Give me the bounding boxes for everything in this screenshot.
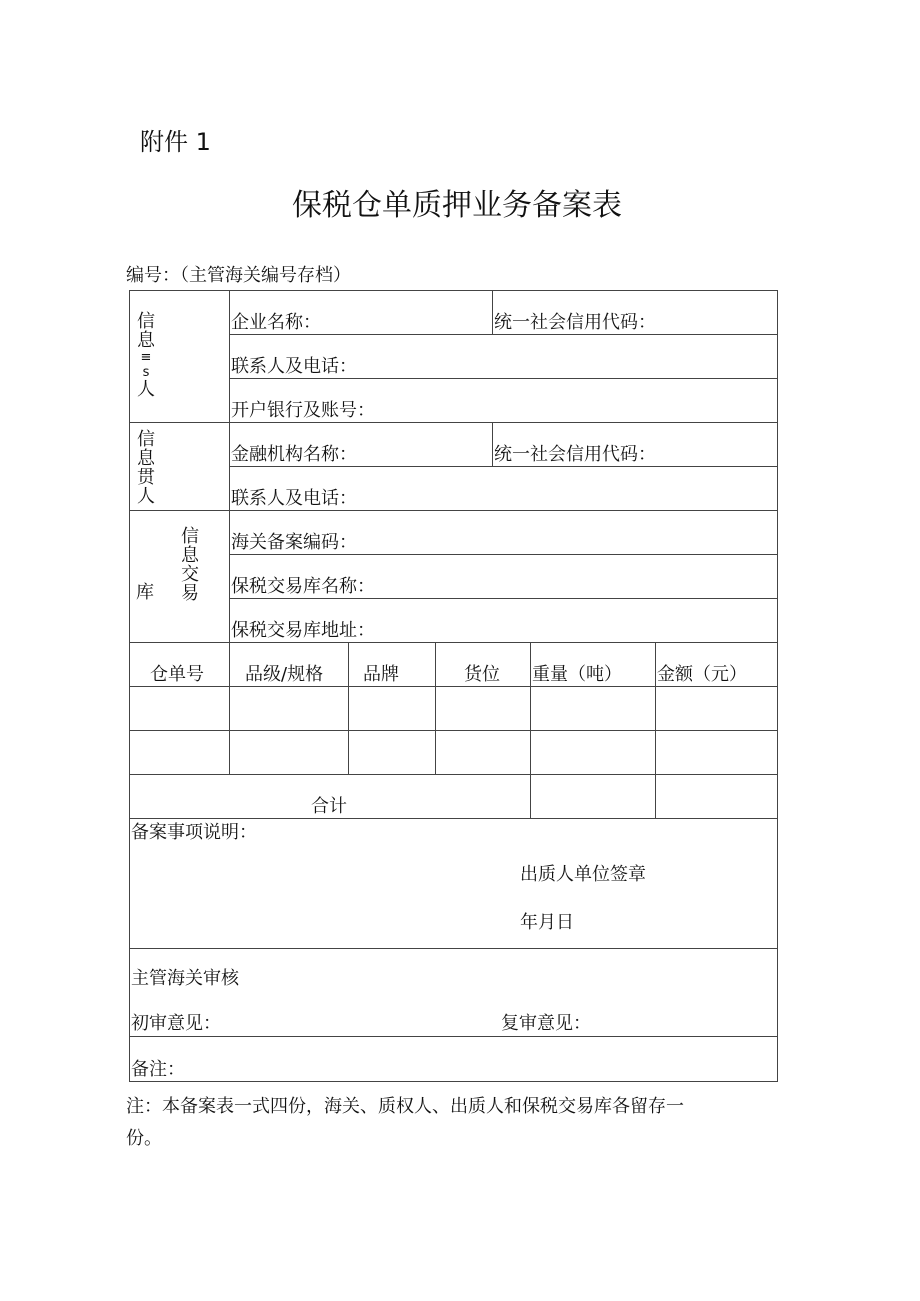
section1-side-label: 信 息 ≡ s 人 [137, 311, 155, 400]
remarks-label: 备注： [131, 1059, 185, 1080]
customs-review-title: 主管海关审核 [131, 968, 239, 989]
number-line: 编号：（主管海关编号存档） [126, 265, 351, 286]
first-review-label: 初审意见： [131, 1013, 221, 1034]
filing-description-label: 备案事项说明： [131, 822, 257, 843]
date-label: 年月日 [520, 912, 574, 933]
header-grade-spec: 品级/规格 [245, 664, 324, 685]
customs-code-label: 海关备案编码： [231, 532, 357, 553]
attachment-label: 附件 1 [140, 128, 211, 156]
header-location: 货位 [464, 664, 500, 685]
footnote-line-1: 注：本备案表一式四份，海关、质权人、出质人和保税交易库各留存一 [126, 1096, 684, 1117]
second-review-label: 复审意见： [501, 1013, 591, 1034]
header-amount: 金额（元） [657, 664, 747, 685]
footnote-line-2: 份。 [126, 1128, 162, 1149]
warehouse-name-label: 保税交易库名称： [231, 576, 375, 597]
company-credit-code-label: 统一社会信用代码： [494, 312, 656, 333]
company-contact-label: 联系人及电话： [231, 356, 357, 377]
institution-contact-label: 联系人及电话： [231, 488, 357, 509]
header-weight: 重量（吨） [532, 664, 622, 685]
header-warehouse-receipt-no: 仓单号 [150, 664, 204, 685]
total-label: 合计 [311, 796, 347, 817]
institution-name-label: 金融机构名称： [231, 444, 357, 465]
section3-side-label-warehouse: 库 [136, 582, 154, 603]
warehouse-address-label: 保税交易库地址： [231, 620, 375, 641]
section3-side-label: 信 息 交 易 [181, 526, 199, 604]
page-title: 保税仓单质押业务备案表 [292, 188, 622, 223]
section2-side-label: 信 息 贯 人 [137, 429, 155, 507]
institution-credit-code-label: 统一社会信用代码： [494, 444, 656, 465]
company-name-label: 企业名称： [231, 312, 321, 333]
bank-account-label: 开户银行及账号： [231, 400, 375, 421]
header-brand: 品牌 [363, 664, 399, 685]
pledgor-seal-label: 出质人单位签章 [520, 864, 646, 885]
